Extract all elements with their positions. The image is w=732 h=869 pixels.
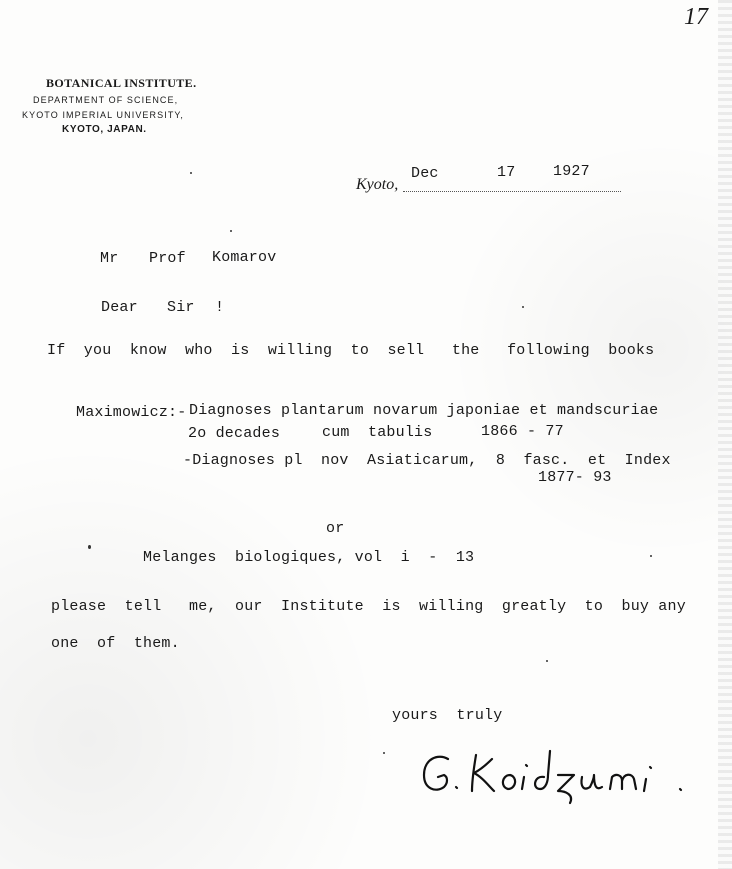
- date-year: 1927: [553, 163, 590, 180]
- conjunction-or: or: [326, 520, 345, 537]
- salutation-dear: Dear: [101, 299, 138, 316]
- body-intro: If you know who is willing to sell the following books: [47, 342, 655, 359]
- letterhead-university: KYOTO IMPERIAL UNIVERSITY,: [22, 110, 184, 120]
- book1-years: 1866 - 77: [481, 423, 564, 440]
- book1-author: Maximowicz:-: [76, 404, 187, 421]
- scan-speck: [88, 545, 91, 549]
- signature-handwritten: [418, 745, 698, 805]
- book2-title: -Diagnoses pl nov Asiaticarum, 8 fasc. et Index: [183, 452, 671, 469]
- date-dotted-line: [403, 191, 621, 192]
- recipient-prefix: Prof: [149, 250, 186, 267]
- book1-detail: 2o decades: [188, 425, 281, 442]
- scan-speck: [546, 660, 548, 662]
- book1-title: Diagnoses plantarum novarum japoniae et mandscuriae: [189, 402, 659, 419]
- date-month: Dec: [411, 165, 439, 182]
- book1-detail2: cum tabulis: [322, 424, 433, 441]
- letterhead-institute: BOTANICAL INSTITUTE.: [46, 76, 197, 90]
- recipient-title: Mr: [100, 250, 119, 267]
- scan-speck: [522, 306, 524, 308]
- request-line-2: one of them.: [51, 635, 180, 652]
- request-line-1: please tell me, our Institute is willing greatly to buy any: [51, 598, 686, 615]
- salutation-sir: Sir: [167, 299, 195, 316]
- scan-speck: [230, 230, 232, 232]
- letterhead-department: DEPARTMENT OF SCIENCE,: [33, 95, 179, 105]
- book2-years: 1877- 93: [538, 469, 612, 486]
- scan-edge: [718, 0, 732, 869]
- date-day: 17: [497, 164, 516, 181]
- scan-speck: [383, 752, 385, 754]
- page-number: 17: [684, 4, 708, 30]
- salutation-mark: !: [215, 299, 225, 316]
- scan-speck: [650, 555, 652, 557]
- book3: Melanges biologiques, vol i - 13: [143, 549, 475, 566]
- scan-speck: [190, 172, 192, 174]
- recipient-name: Komarov: [212, 249, 277, 266]
- letterhead-city: KYOTO, JAPAN.: [62, 124, 147, 135]
- date-place: Kyoto,: [356, 176, 399, 193]
- closing: yours truly: [392, 707, 503, 724]
